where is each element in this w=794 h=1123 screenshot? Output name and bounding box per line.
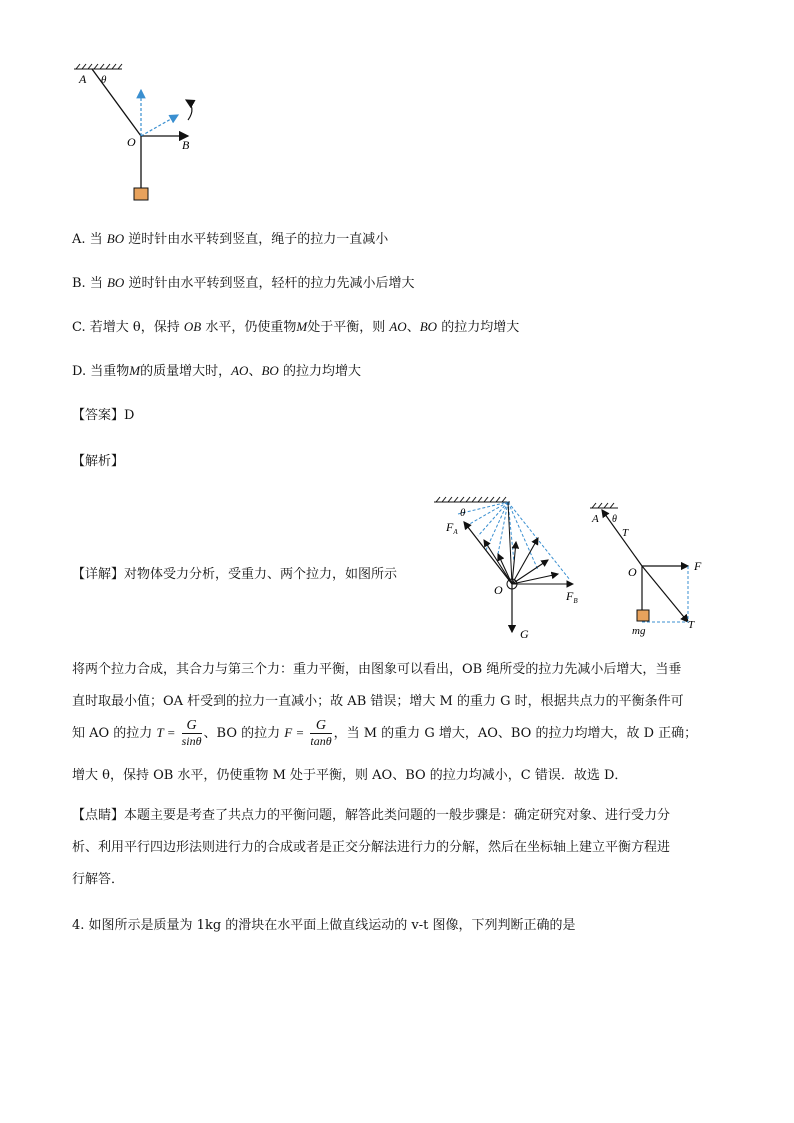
label-fb xyxy=(565,589,578,605)
label-o-2: O xyxy=(494,583,503,597)
detail-tag: 【详解】 xyxy=(72,567,125,582)
option-b-text: 逆时针由水平转到竖直，轻杆的拉力先减小后增大 xyxy=(128,276,415,291)
rope-oa-2 xyxy=(464,522,512,584)
body-line-3-c: ，当 M 的重力 G 增大，AO、BO 的拉力均增大，故 D 正确； xyxy=(333,726,698,741)
answer-value: D xyxy=(124,408,135,423)
body-line-3-a: 知 AO 的拉力 xyxy=(72,726,153,741)
rotation-arrow-icon xyxy=(186,100,192,120)
option-d-p3: 、 xyxy=(248,364,262,379)
figure-1-rod-rope-diagram xyxy=(66,60,216,210)
body-line-1: 将两个拉力合成，其合力与第三个力：重力平衡，由图象可以看出，OB 绳所受的拉力先减小后增大，当垂 xyxy=(72,662,682,677)
label-theta: θ xyxy=(101,74,107,86)
eq1-denominator: sinθ xyxy=(181,734,202,748)
rope-ao xyxy=(92,69,141,136)
label-fb-sub: B xyxy=(573,597,578,605)
eq2-fraction xyxy=(310,718,331,749)
answer-tag: 【答案】 xyxy=(72,408,125,423)
label-o: O xyxy=(127,135,136,149)
option-b-prefix: B. 当 xyxy=(72,276,103,291)
label-theta-2: θ xyxy=(460,507,466,519)
force-arrow-fan xyxy=(484,538,573,584)
option-d-v2: AO xyxy=(231,363,249,378)
body-line-2: 直时取最小值；OA 杆受到的拉力一直减小；故 AB 错误；增大 M 的重力 G 时，根据共点力的平衡条件可 xyxy=(72,694,684,709)
line-to-ceiling xyxy=(508,502,512,584)
body-line-4: 增大 θ，保持 OB 水平，仍使重物 M 处于平衡，则 AO、BO 的拉力均减小，C 错误．故选 D． xyxy=(72,768,628,783)
label-a-3: A xyxy=(592,513,599,525)
label-o-3: O xyxy=(628,565,637,579)
comment-text-1: 本题主要是考查了共点力的平衡问题，解答此类问题的一般步骤是：确定研究对象、进行受力分 xyxy=(124,808,671,823)
detail-text: 对物体受力分析，受重力、两个拉力，如图所示 xyxy=(124,567,398,582)
eq1-fraction xyxy=(182,718,202,749)
option-c-p5: 的拉力均增大 xyxy=(441,320,520,335)
label-mg: mg xyxy=(632,625,646,637)
comment-tag: 【点睛】 xyxy=(72,808,125,823)
option-d-p4: 的拉力均增大 xyxy=(282,364,361,379)
answer-line xyxy=(72,404,134,423)
label-fa-sub: A xyxy=(453,528,458,536)
option-b-var: BO xyxy=(106,275,125,290)
option-d xyxy=(72,360,361,379)
option-a xyxy=(72,228,388,247)
eq2-lhs: F = xyxy=(284,725,305,740)
eq1-lhs: T = xyxy=(156,725,176,740)
comment-line-2: 析、利用平行四边形法则进行力的合成或者是正交分解法进行力的分解，然后在坐标轴上建立平衡方程进 xyxy=(72,840,671,855)
dashed-arrow-diagonal xyxy=(141,115,178,136)
label-b: B xyxy=(182,138,190,152)
option-c-v3: AO xyxy=(389,319,407,334)
option-c-v4: BO xyxy=(419,319,438,334)
figure-3-force-triangle xyxy=(584,500,714,642)
weight-block-3 xyxy=(637,610,649,621)
label-fa xyxy=(445,520,458,536)
body-line-3-b: 、BO 的拉力 xyxy=(203,726,281,741)
comment-line-1 xyxy=(72,808,670,824)
eq2-denominator: tanθ xyxy=(310,734,332,748)
label-theta-3: θ xyxy=(612,514,617,525)
weight-block xyxy=(134,188,148,200)
figure-2-force-rotation-diagram xyxy=(428,492,588,644)
label-t-1: T xyxy=(622,527,629,539)
eq2-numerator: G xyxy=(310,718,331,734)
option-c-p1: C. 若增大 θ，保持 xyxy=(72,320,180,335)
option-c xyxy=(72,316,519,335)
detail-line xyxy=(72,563,397,582)
ceiling-hatch xyxy=(74,64,122,69)
ceiling-hatch-2 xyxy=(434,497,510,502)
option-d-v3: BO xyxy=(261,363,279,378)
analysis-tag: 【解析】 xyxy=(72,454,125,469)
option-a-text: 逆时针由水平转到竖直，绳子的拉力一直减小 xyxy=(128,232,389,247)
label-g: G xyxy=(520,627,529,641)
eq1-numerator: G xyxy=(182,718,202,734)
option-d-p1: D. 当重物 xyxy=(72,364,130,379)
label-t-2: T xyxy=(688,619,695,631)
option-c-p3: 处于平衡，则 xyxy=(307,320,386,335)
option-b xyxy=(72,272,414,291)
option-c-v2: M xyxy=(296,319,308,334)
label-a: A xyxy=(79,72,87,86)
option-d-v1: M xyxy=(129,363,141,378)
option-a-var: BO xyxy=(106,231,125,246)
comment-line-3: 行解答． xyxy=(72,872,125,887)
label-fa-main: F xyxy=(446,520,454,534)
option-a-prefix: A. 当 xyxy=(72,232,103,247)
option-d-p2: 的质量增大时， xyxy=(140,364,232,379)
label-f-3: F xyxy=(694,559,702,573)
body-line-3 xyxy=(72,716,697,751)
option-c-p4: 、 xyxy=(406,320,420,335)
option-c-v1: OB xyxy=(183,319,202,334)
ceiling-hatch-3 xyxy=(590,503,618,508)
label-fb-main: F xyxy=(566,589,574,603)
question-4: 4. 如图所示是质量为 1kg 的滑块在水平面上做直线运动的 v-t 图像，下列判断正确的是 xyxy=(72,918,576,933)
option-c-p2: 水平，仍使重物 xyxy=(205,320,297,335)
